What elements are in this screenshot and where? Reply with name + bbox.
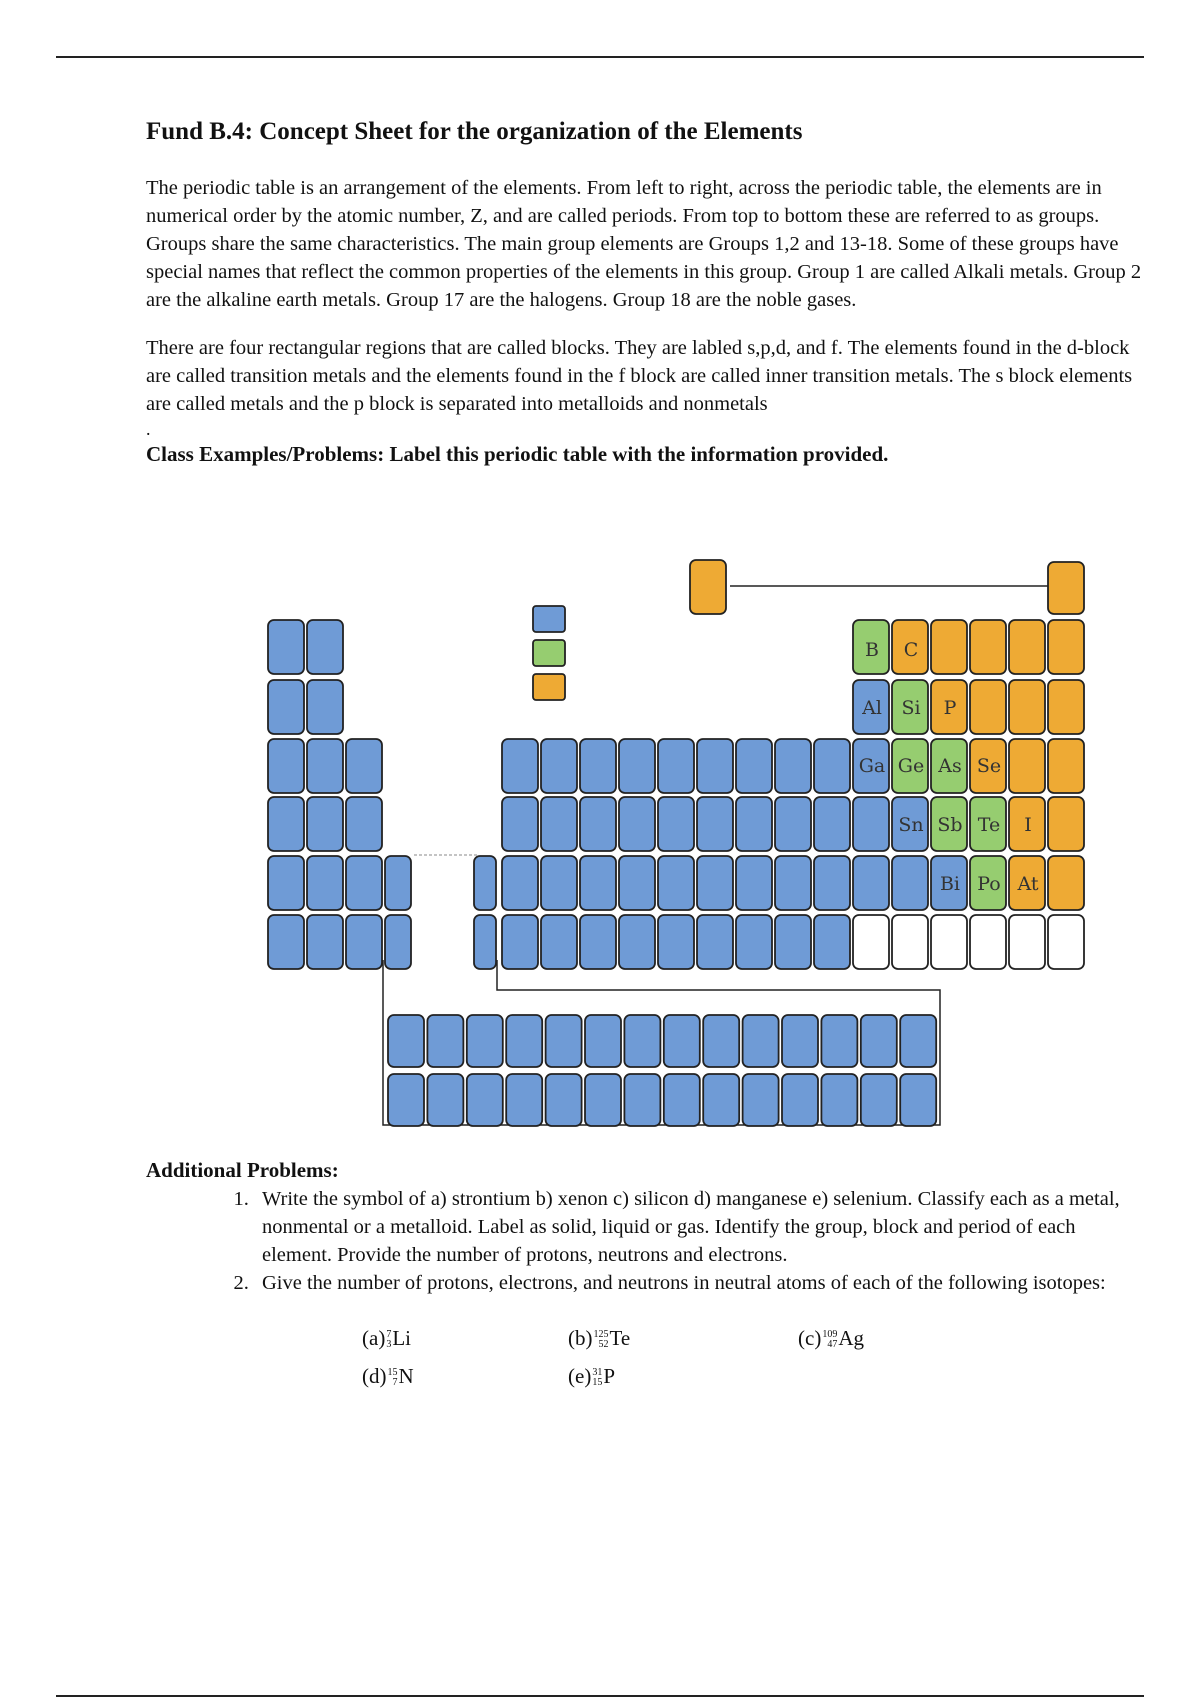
element-cell — [502, 739, 538, 793]
element-cell — [307, 915, 343, 969]
element-cell — [697, 856, 733, 910]
page-title: Fund B.4: Concept Sheet for the organization of the Elements — [146, 118, 803, 145]
isotope-symbol: Ag — [838, 1326, 864, 1350]
symbol-Po: Po — [977, 873, 1001, 895]
element-cell — [307, 620, 343, 674]
element-cell — [1009, 680, 1045, 734]
element-cell-f-stub — [474, 915, 496, 969]
isotope-mass: 31 — [592, 1367, 603, 1379]
element-cell — [1048, 915, 1084, 969]
additional-problems — [146, 1158, 1146, 1297]
symbol-Sb: Sb — [937, 814, 963, 836]
element-cell — [1009, 739, 1045, 793]
symbol-At: At — [1017, 873, 1039, 895]
symbol-Se: Se — [976, 755, 1002, 777]
element-cells — [268, 620, 1084, 1126]
element-cell — [853, 856, 889, 910]
element-cell — [580, 915, 616, 969]
element-cell — [814, 915, 850, 969]
element-cell — [268, 620, 304, 674]
symbol-C: C — [903, 639, 919, 661]
element-cell — [931, 620, 967, 674]
element-cell — [697, 915, 733, 969]
element-cell — [970, 915, 1006, 969]
isotope-mass: 15 — [387, 1367, 398, 1379]
symbol-Sn: Sn — [898, 814, 924, 836]
symbol-Ge: Ge — [897, 755, 925, 777]
element-cell — [658, 915, 694, 969]
isotope-atomic-number: 15 — [592, 1377, 603, 1389]
isotope-atomic-number: 7 — [392, 1377, 398, 1389]
element-cell — [268, 739, 304, 793]
f-block-cell — [664, 1015, 700, 1067]
f-block-cell — [624, 1015, 660, 1067]
f-block-cell — [467, 1074, 503, 1126]
f-block-cell — [900, 1015, 936, 1067]
element-cell — [892, 915, 928, 969]
element-cell — [346, 739, 382, 793]
symbol-Si: Si — [901, 697, 921, 719]
element-cell — [736, 797, 772, 851]
element-cell — [268, 797, 304, 851]
element-cell — [346, 856, 382, 910]
element-cell — [1048, 620, 1084, 674]
f-block-cell — [861, 1015, 897, 1067]
f-block-cell — [585, 1015, 621, 1067]
class-examples-heading: Class Examples/Problems: Label this periodic table with the information provided. — [146, 442, 889, 466]
element-cell-f-stub — [474, 856, 496, 910]
additional-problems-heading: Additional Problems: — [146, 1158, 339, 1182]
problem-item: 1. Write the symbol of a) strontium b) xenon c) silicon d) manganese e) selenium. Classify each as a metal, nonmental or a metalloid. Label as solid, liquid or gas. Identify the group, block and period of each element. Provide the number of protons, neutrons and electrons. — [254, 1185, 1146, 1269]
symbol-As: As — [938, 755, 962, 777]
isotope-label: (e) — [568, 1364, 592, 1388]
element-cell — [775, 739, 811, 793]
element-cell — [619, 915, 655, 969]
isotope-label: (c) — [798, 1326, 822, 1350]
element-cell — [268, 856, 304, 910]
element-cell — [307, 739, 343, 793]
f-block-cell — [743, 1015, 779, 1067]
symbol-Bi: Bi — [939, 873, 961, 895]
isotope-mass: 109 — [822, 1329, 838, 1341]
element-cell — [1048, 739, 1084, 793]
stray-dot: . — [146, 419, 151, 439]
element-cell — [814, 856, 850, 910]
element-cell — [502, 797, 538, 851]
element-cell — [307, 797, 343, 851]
problem-list — [146, 1185, 1146, 1297]
f-block-cell — [388, 1074, 424, 1126]
f-block-cell — [388, 1015, 424, 1067]
isotope-e — [568, 1364, 615, 1389]
f-block-cell — [467, 1015, 503, 1067]
element-cell — [931, 915, 967, 969]
element-cell — [580, 739, 616, 793]
element-cell-hydrogen — [690, 560, 726, 614]
legend-metalloid-key — [533, 640, 565, 666]
isotope-mass: 125 — [593, 1329, 609, 1341]
isotope-label: (a) — [362, 1326, 386, 1350]
isotope-c — [798, 1326, 864, 1351]
element-cell-f-stub — [385, 856, 411, 910]
element-cell — [775, 856, 811, 910]
element-cell — [541, 739, 577, 793]
isotope-mass: 7 — [386, 1329, 392, 1341]
f-block-cell — [427, 1074, 463, 1126]
isotope-atomic-number: 52 — [598, 1339, 609, 1351]
element-cell — [619, 797, 655, 851]
element-cell — [307, 680, 343, 734]
f-block-cell — [664, 1074, 700, 1126]
element-cell — [1009, 915, 1045, 969]
f-block-cell — [782, 1074, 818, 1126]
element-cell — [346, 915, 382, 969]
isotope-atomic-number: 3 — [386, 1339, 392, 1351]
isotope-atomic-number: 47 — [827, 1339, 838, 1351]
element-cell — [1048, 797, 1084, 851]
element-cell — [658, 797, 694, 851]
element-cell — [775, 797, 811, 851]
element-cell — [697, 797, 733, 851]
f-block-cell — [900, 1074, 936, 1126]
symbol-Te: Te — [977, 814, 1001, 836]
f-block-cell — [585, 1074, 621, 1126]
element-cell — [1048, 856, 1084, 910]
element-cell — [619, 739, 655, 793]
isotope-symbol: Te — [609, 1326, 631, 1350]
element-cell — [541, 915, 577, 969]
f-block-cell — [703, 1074, 739, 1126]
element-cell — [580, 856, 616, 910]
symbol-Ga: Ga — [858, 755, 886, 777]
element-cell — [658, 739, 694, 793]
element-cell-helium — [1048, 562, 1084, 614]
element-cell — [736, 915, 772, 969]
element-cell — [892, 856, 928, 910]
f-block-cell — [703, 1015, 739, 1067]
element-cell — [814, 739, 850, 793]
element-cell — [658, 856, 694, 910]
isotope-a — [362, 1326, 411, 1351]
element-cell — [619, 856, 655, 910]
isotope-label: (b) — [568, 1326, 593, 1350]
element-cell — [268, 680, 304, 734]
element-cell — [541, 797, 577, 851]
symbol-P: P — [943, 697, 957, 719]
bottom-rule — [56, 1695, 1144, 1697]
f-block-cell — [782, 1015, 818, 1067]
element-cell — [307, 856, 343, 910]
intro-paragraph: The periodic table is an arrangement of the elements. From left to right, across the periodic table, the elements are in numerical order by the atomic number, Z, and are called periods. From top to bottom these are referred to as groups. Groups share the same characteristics. The main group elements are Groups 1,2 and 13-18. Some of these groups have special names that reflect the common properties of the elements in this group. Group 1 are called Alkali metals. Group 2 are the alkaline earth metals. Group 17 are the halogens. Group 18 are the noble gases. — [146, 177, 1142, 311]
problem-item: 2. Give the number of protons, electrons, and neutrons in neutral atoms of each of the following isotopes: — [254, 1269, 1146, 1297]
f-block-cell — [506, 1015, 542, 1067]
f-block-cell — [861, 1074, 897, 1126]
element-cell — [853, 797, 889, 851]
f-block-cell — [546, 1015, 582, 1067]
element-cell — [268, 915, 304, 969]
isotope-symbol: P — [603, 1364, 615, 1388]
element-cell — [814, 797, 850, 851]
legend-nonmetal-key — [533, 674, 565, 700]
f-block-cell — [821, 1074, 857, 1126]
element-cell — [541, 856, 577, 910]
element-cell — [970, 680, 1006, 734]
element-cell — [775, 915, 811, 969]
element-cell — [502, 915, 538, 969]
element-cell — [502, 856, 538, 910]
isotope-symbol: N — [398, 1364, 414, 1388]
f-block-cell — [546, 1074, 582, 1126]
symbol-Al: Al — [862, 697, 882, 719]
f-block-cell — [506, 1074, 542, 1126]
element-cell — [1048, 680, 1084, 734]
element-cell — [970, 620, 1006, 674]
element-cell — [1009, 620, 1045, 674]
element-cell — [736, 739, 772, 793]
element-cell — [853, 915, 889, 969]
isotope-b — [568, 1326, 630, 1351]
f-block-cell — [821, 1015, 857, 1067]
isotope-d — [362, 1364, 414, 1389]
blocks-paragraph: There are four rectangular regions that are called blocks. They are labled s,p,d, and f. The elements found in the d-block are called transition metals and the elements found in the f block are called inner transition metals. The s block elements are called metals and the p block is separated into metalloids and nonmetals — [146, 337, 1133, 415]
legend-metal-key — [533, 606, 565, 632]
symbol-B: B — [865, 639, 879, 661]
symbol-I: I — [1024, 814, 1032, 836]
element-cell — [580, 797, 616, 851]
element-cell — [697, 739, 733, 793]
element-cell-f-stub — [385, 915, 411, 969]
f-block-cell — [743, 1074, 779, 1126]
isotope-symbol: Li — [392, 1326, 411, 1350]
element-cell — [736, 856, 772, 910]
f-block-cell — [624, 1074, 660, 1126]
f-block-cell — [427, 1015, 463, 1067]
element-cell — [346, 797, 382, 851]
isotope-label: (d) — [362, 1364, 387, 1388]
